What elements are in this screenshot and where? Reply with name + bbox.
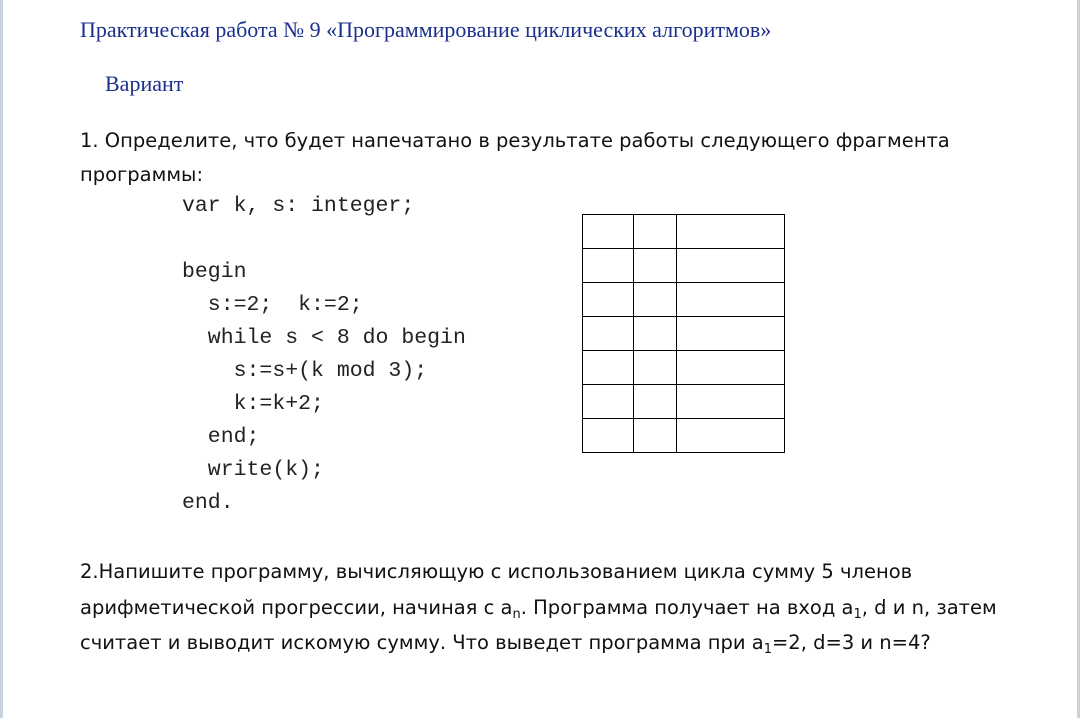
code-line: while s < 8 do begin (182, 326, 466, 350)
trace-table-cell (583, 249, 634, 283)
question-2-part3: , d и n, затем считает и выводит искомую сумму. Что выведет программа при a (80, 595, 997, 654)
trace-table-cell (677, 249, 785, 283)
trace-table-cell (634, 317, 677, 351)
trace-table-cell (583, 215, 634, 249)
trace-table-cell (583, 317, 634, 351)
trace-table-cell (677, 317, 785, 351)
trace-table-cell (634, 419, 677, 453)
trace-table-cell (677, 283, 785, 317)
code-line: s:=s+(k mod 3); (182, 359, 428, 383)
question-2-lead: 2.Напишите программу, вычисляющую с использованием цикла сумму 5 членов арифметической прогрессии, начиная с a (80, 560, 913, 619)
question-2-part4: =2, d=3 и n=4? (771, 631, 931, 654)
trace-table-cell (677, 385, 785, 419)
code-line (182, 223, 466, 256)
code-line: end. (182, 491, 234, 515)
code-line: var k, s: integer; (182, 194, 415, 218)
trace-table (582, 214, 785, 453)
trace-table-row (583, 317, 785, 351)
trace-table-row (583, 215, 785, 249)
trace-table-row (583, 249, 785, 283)
trace-table-cell (634, 283, 677, 317)
trace-table-cell (634, 385, 677, 419)
subscript-n: n (512, 606, 521, 622)
question-2-text (80, 554, 1020, 661)
question-1-text: 1. Определите, что будет напечатано в результате работы следующего фрагмента программы: (80, 129, 950, 186)
code-line: write(k); (182, 458, 324, 482)
trace-table-cell (677, 419, 785, 453)
trace-table-cell (634, 351, 677, 385)
trace-table-row (583, 385, 785, 419)
trace-table-cell (677, 215, 785, 249)
trace-table-row (583, 351, 785, 385)
trace-table-row (583, 283, 785, 317)
trace-table-cell (583, 351, 634, 385)
question-2-part2: . Программа получает на вход a (520, 595, 854, 619)
code-line: end; (182, 425, 260, 449)
trace-table-cell (634, 249, 677, 283)
trace-table-cell (583, 283, 634, 317)
subscript-1: 1 (763, 642, 772, 657)
code-line: s:=2; k:=2; (182, 293, 363, 317)
subscript-1: 1 (853, 606, 862, 622)
variant-label: Вариант (105, 71, 184, 96)
page-left-border (0, 0, 3, 718)
trace-table-cell (583, 385, 634, 419)
code-line: k:=k+2; (182, 392, 324, 416)
code-fragment (182, 190, 466, 520)
trace-table-cell (583, 419, 634, 453)
trace-table-cell (677, 351, 785, 385)
trace-table-cell (634, 215, 677, 249)
page-title: Практическая работа № 9 «Программирование циклических алгоритмов» (80, 17, 772, 42)
trace-table-row (583, 419, 785, 453)
code-line: begin (182, 260, 247, 284)
